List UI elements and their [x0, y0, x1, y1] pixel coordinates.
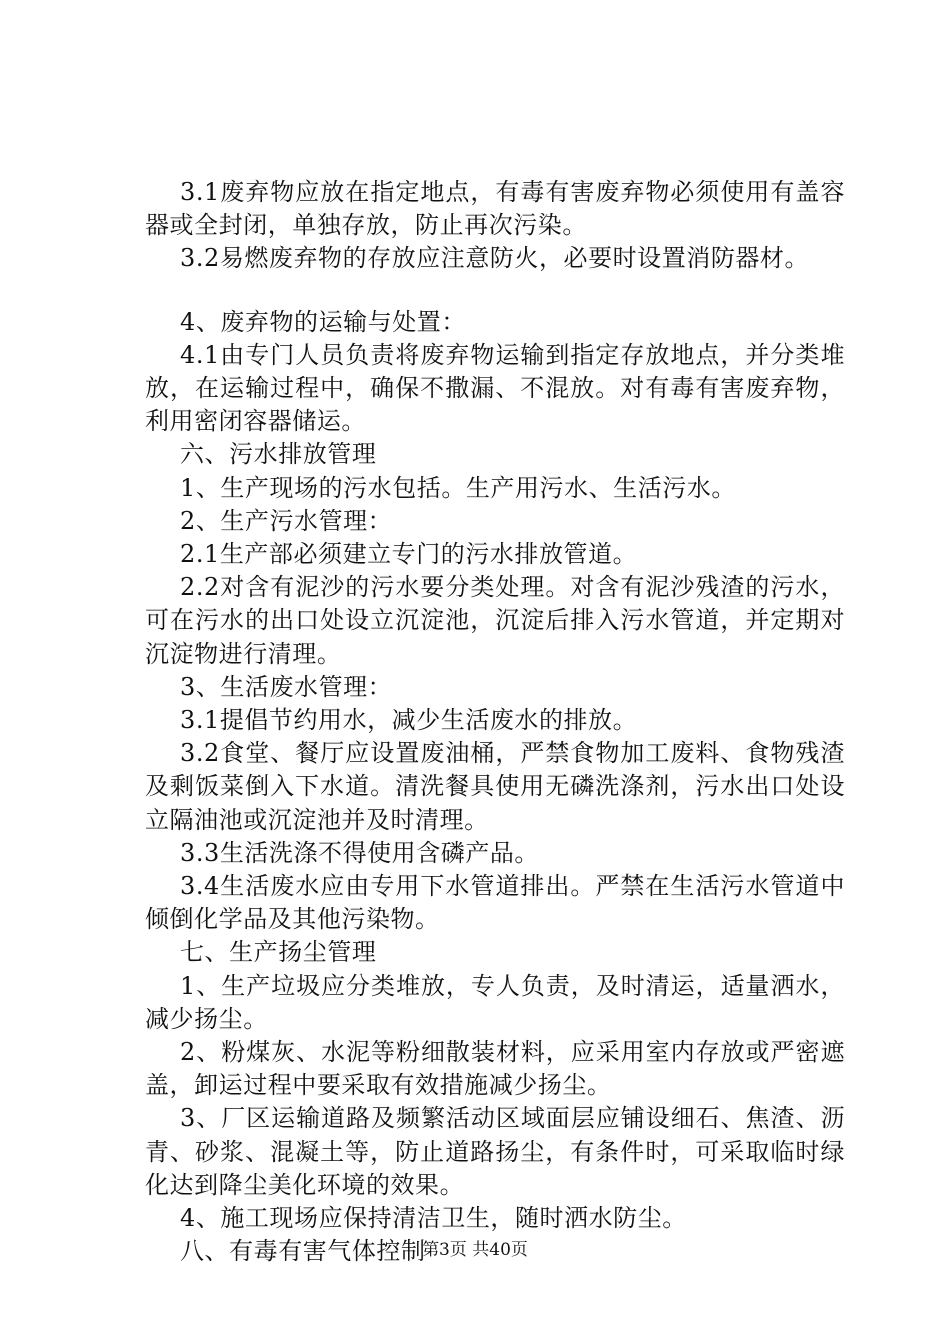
paragraph-2-1: 2.1生产部必须建立专门的污水排放管道。	[180, 540, 638, 569]
heading-waste-transport: 4、废弃物的运输与处置：	[180, 307, 466, 336]
paragraph-gap	[145, 276, 845, 306]
paragraph-2-2: 2.2对含有泥沙的污水要分类处理。对含有泥沙残渣的污水，可在污水的出口处设立沉淀池，沉淀后排入污水管道，并定期对沉淀物进行清理。	[145, 573, 845, 668]
paragraph-4-1: 4.1由专门人员负责将废弃物运输到指定存放地点，并分类堆放，在运输过程中，确保不撒漏、不混放。对有毒有害废弃物，利用密闭容器储运。	[145, 340, 845, 436]
heading-domestic-wastewater: 3、生活废水管理：	[180, 672, 393, 701]
paragraph-3-4: 3.4生活废水应由专用下水管道排出。严禁在生活污水管道中倾倒化学品及其他污染物。	[145, 872, 845, 934]
paragraph-3-1-water: 3.1提倡节约用水，减少生活废水的排放。	[180, 706, 638, 735]
paragraph-sewage-1: 1、生产现场的污水包括。生产用污水、生活污水。	[180, 473, 736, 502]
section-heading-toxic-gas: 八、有毒有害气体控制	[180, 1237, 426, 1266]
paragraph-dust-4: 4、施工现场应保持清洁卫生，随时洒水防尘。	[180, 1204, 687, 1233]
section-heading-sewage: 六、污水排放管理	[180, 440, 377, 469]
document-body	[145, 176, 845, 1269]
heading-production-sewage: 2、生产污水管理：	[180, 506, 393, 535]
page-footer: 第3页 共40页	[422, 1240, 528, 1260]
paragraph-3-3: 3.3生活洗涤不得使用含磷产品。	[180, 838, 539, 867]
paragraph-dust-3: 3、厂区运输道路及频繁活动区域面层应铺设细石、焦渣、沥青、砂浆、混凝土等，防止道路扬尘，有条件时，可采取临时绿化达到降尘美化环境的效果。	[145, 1104, 845, 1199]
paragraph-dust-1: 1、生产垃圾应分类堆放，专人负责，及时清运，适量洒水，减少扬尘。	[145, 971, 845, 1033]
paragraph-dust-2: 2、粉煤灰、水泥等粉细散装材料，应采用室内存放或严密遮盖，卸运过程中要采取有效措施减少扬尘。	[145, 1038, 845, 1100]
paragraph-3-2-canteen: 3.2食堂、餐厅应设置废油桶，严禁食物加工废料、食物残渣及剩饭菜倒入下水道。清洗餐具使用无磷洗涤剂，污水出口处设立隔油池或沉淀池并及时清理。	[145, 739, 845, 834]
paragraph-3-1: 3.1废弃物应放在指定地点，有毒有害废弃物必须使用有盖容器或全封闭，单独存放，防止再次污染。	[145, 178, 845, 240]
paragraph-3-2: 3.2易燃废弃物的存放应注意防火，必要时设置消防器材。	[180, 244, 810, 273]
section-heading-dust: 七、生产扬尘管理	[180, 938, 377, 967]
